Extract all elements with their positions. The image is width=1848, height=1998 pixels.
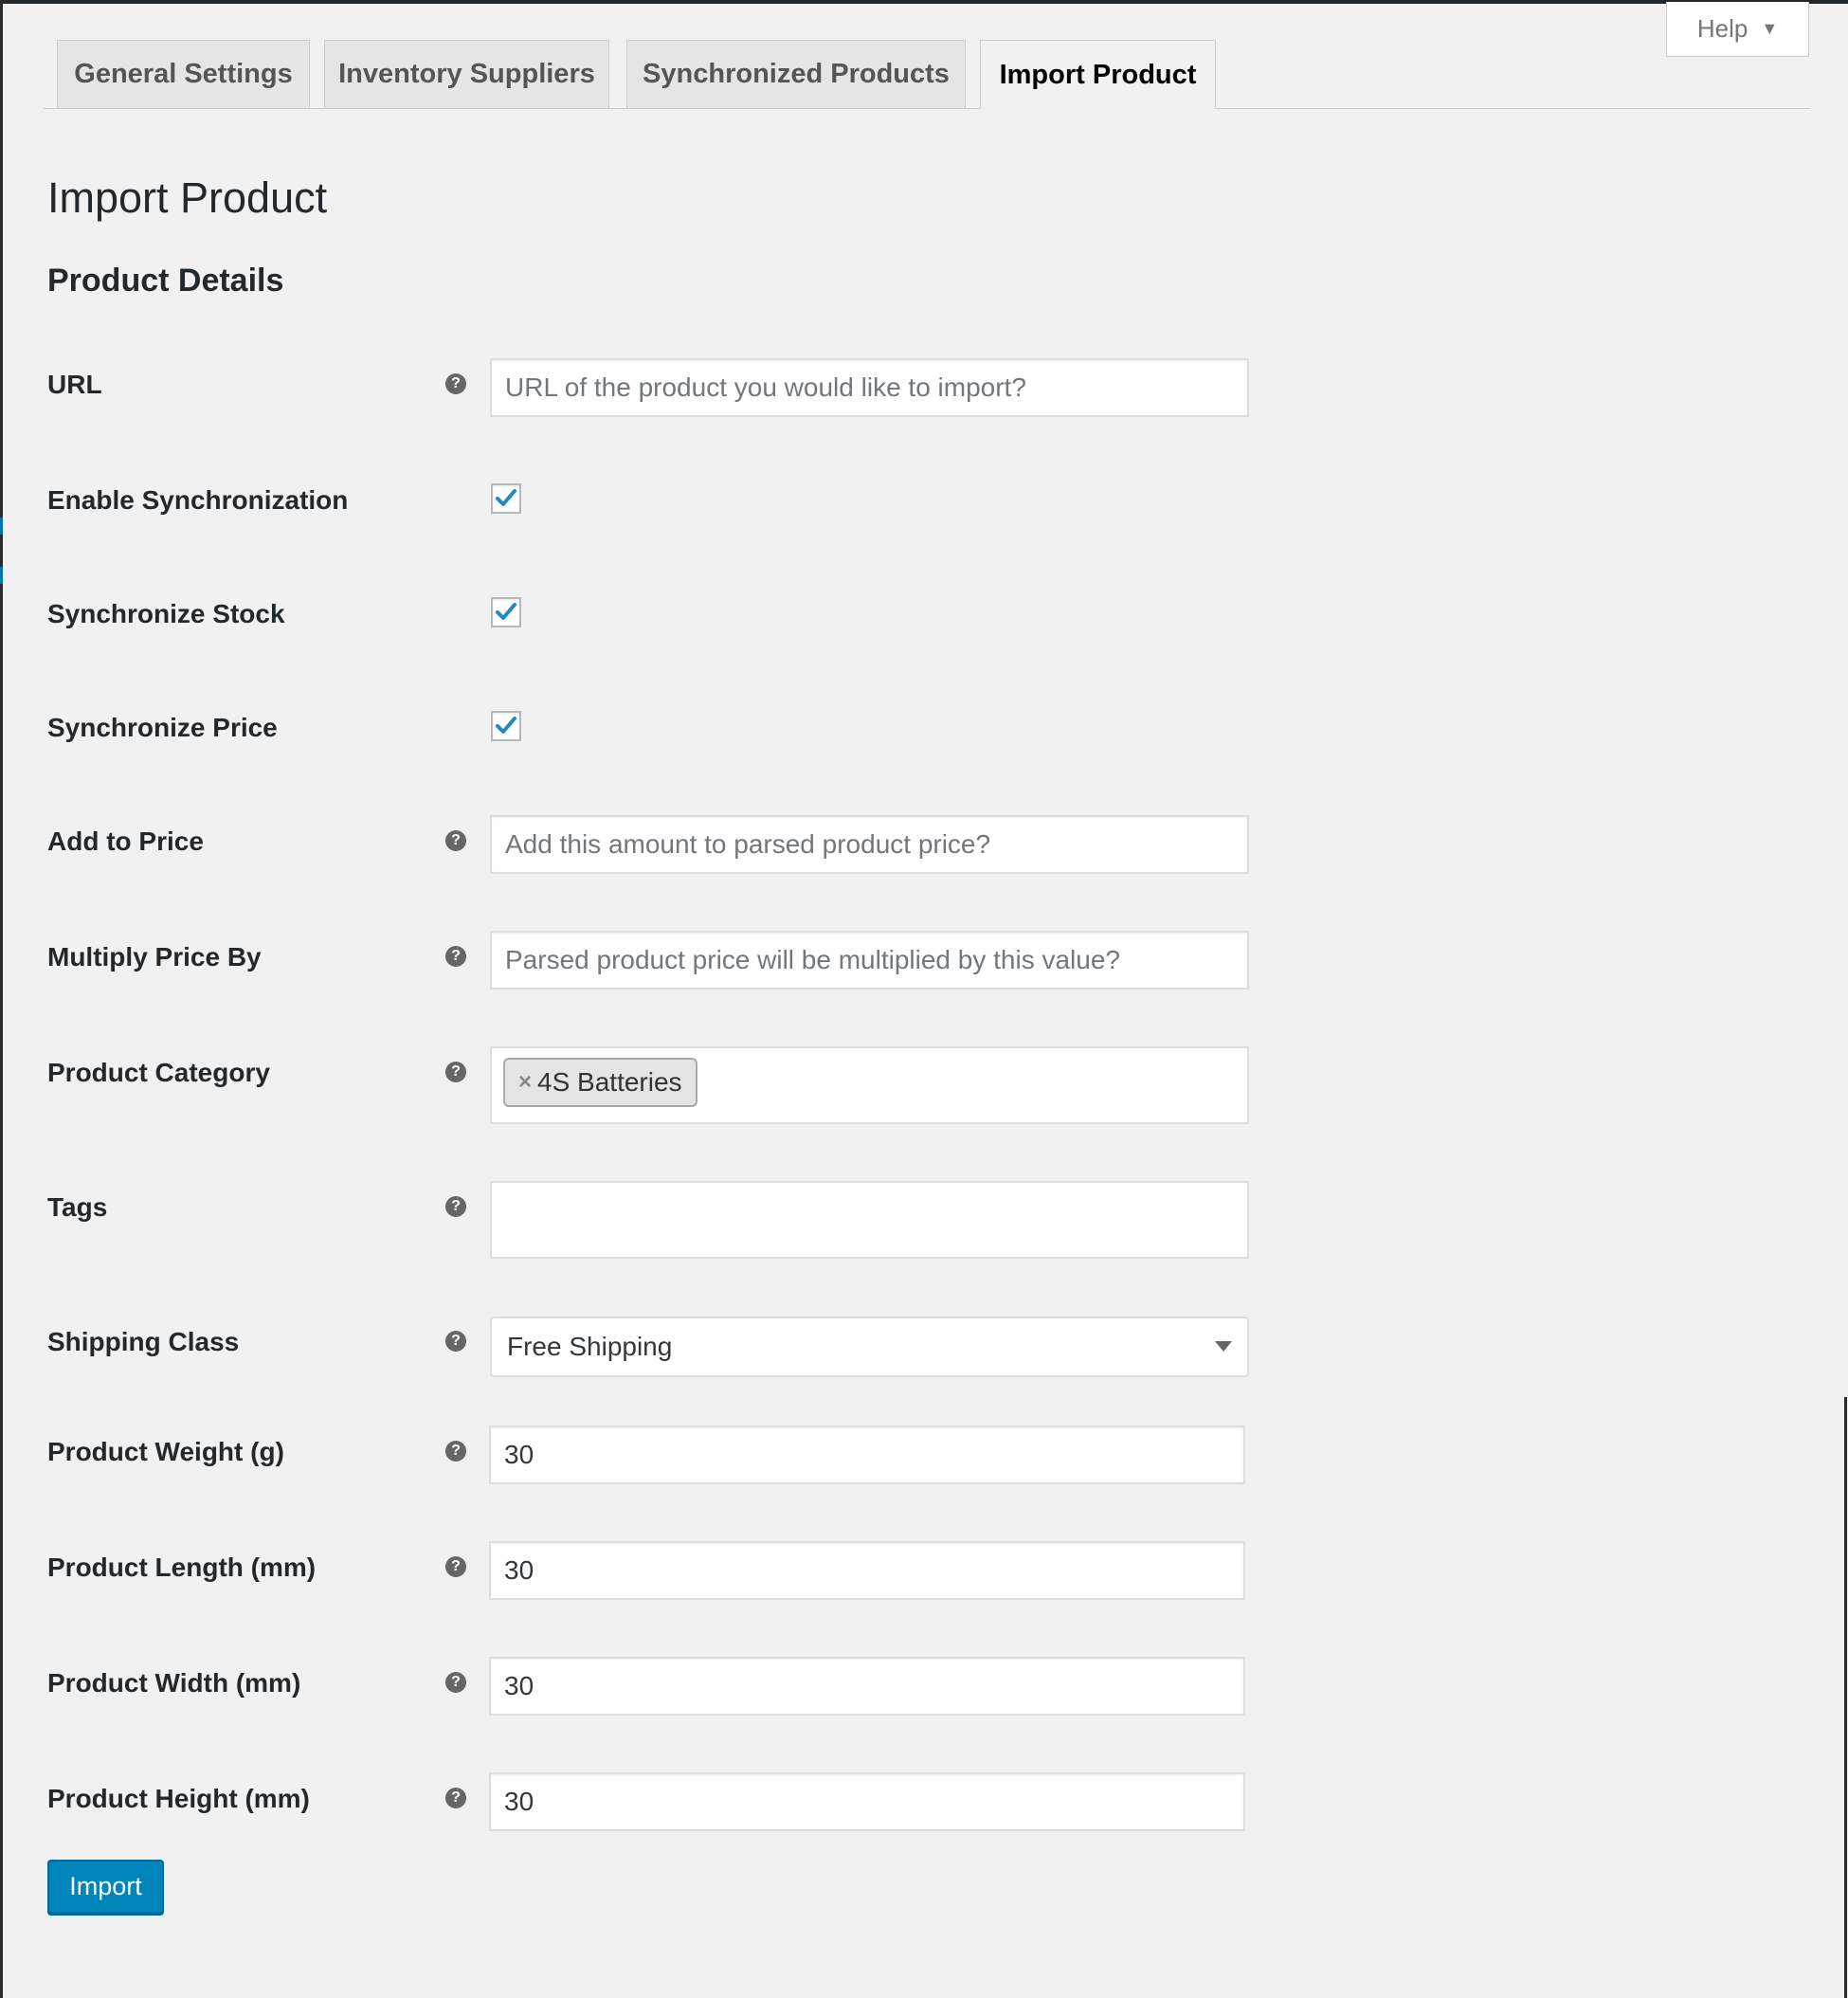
checkmark-icon: [495, 602, 517, 623]
section-title: Product Details: [47, 263, 284, 299]
help-label: Help: [1696, 14, 1748, 43]
import-button[interactable]: Import: [47, 1860, 164, 1914]
help-icon[interactable]: ?: [445, 946, 466, 967]
category-multiselect[interactable]: [490, 1046, 1249, 1124]
window-right-edge: [1844, 1397, 1847, 1998]
weight-input[interactable]: [489, 1426, 1245, 1484]
tab-label: General Settings: [74, 59, 293, 89]
tab-general-settings[interactable]: [57, 40, 310, 108]
help-icon[interactable]: ?: [445, 1441, 466, 1462]
sync-stock-label: Synchronize Stock: [47, 599, 285, 628]
admin-top-bar: [0, 0, 1848, 4]
admin-left-edge: [0, 0, 3, 1998]
chip-label: 4S Batteries: [537, 1067, 682, 1097]
length-label: Product Length (mm): [47, 1553, 317, 1582]
category-chip: [503, 1058, 698, 1107]
help-icon[interactable]: ?: [445, 1331, 466, 1352]
checkmark-icon: [495, 716, 517, 736]
tab-synchronized-products[interactable]: [626, 40, 966, 108]
close-icon[interactable]: ×: [518, 1069, 533, 1095]
multiply-price-input[interactable]: [490, 931, 1249, 990]
add-to-price-label: Add to Price: [47, 826, 204, 856]
caret-down-icon: [1215, 1341, 1232, 1352]
admin-menu-accent: [0, 518, 3, 535]
caret-down-icon: ▼: [1761, 19, 1779, 38]
width-label: Product Width (mm): [47, 1668, 301, 1698]
add-to-price-input[interactable]: [490, 815, 1249, 874]
height-label: Product Height (mm): [47, 1784, 310, 1813]
enable-sync-checkbox[interactable]: [491, 483, 521, 514]
page-title: Import Product: [47, 173, 328, 222]
tags-multiselect[interactable]: [490, 1181, 1249, 1259]
shipping-class-label: Shipping Class: [47, 1327, 240, 1356]
help-icon[interactable]: ?: [445, 373, 466, 394]
help-icon[interactable]: ?: [445, 1556, 466, 1577]
sync-price-checkbox[interactable]: [491, 711, 521, 741]
shipping-class-value: Free Shipping: [507, 1332, 673, 1361]
category-label: Product Category: [47, 1058, 270, 1087]
tab-label: Synchronized Products: [643, 59, 950, 89]
height-input[interactable]: [489, 1772, 1245, 1831]
checkmark-icon: [495, 488, 517, 509]
help-icon[interactable]: ?: [445, 830, 466, 851]
url-label: URL: [47, 370, 102, 399]
sync-price-label: Synchronize Price: [47, 713, 278, 742]
url-input[interactable]: [490, 358, 1249, 417]
tab-label: Inventory Suppliers: [338, 59, 595, 89]
help-icon[interactable]: ?: [445, 1672, 466, 1693]
sync-stock-checkbox[interactable]: [491, 597, 521, 627]
tab-inventory-suppliers[interactable]: [324, 40, 609, 108]
admin-menu-accent: [0, 567, 3, 584]
multiply-price-label: Multiply Price By: [47, 942, 262, 972]
length-input[interactable]: [489, 1541, 1245, 1600]
tags-label: Tags: [47, 1192, 108, 1222]
tab-import-product[interactable]: [980, 40, 1216, 109]
enable-sync-label: Enable Synchronization: [47, 485, 349, 515]
width-input[interactable]: [489, 1657, 1245, 1716]
settings-tabs: [44, 40, 1810, 109]
help-icon[interactable]: ?: [445, 1196, 466, 1217]
weight-label: Product Weight (g): [47, 1437, 284, 1466]
help-icon[interactable]: ?: [445, 1788, 466, 1808]
help-icon[interactable]: ?: [445, 1062, 466, 1082]
tab-label: Import Product: [999, 59, 1197, 90]
shipping-class-select[interactable]: [490, 1317, 1249, 1377]
